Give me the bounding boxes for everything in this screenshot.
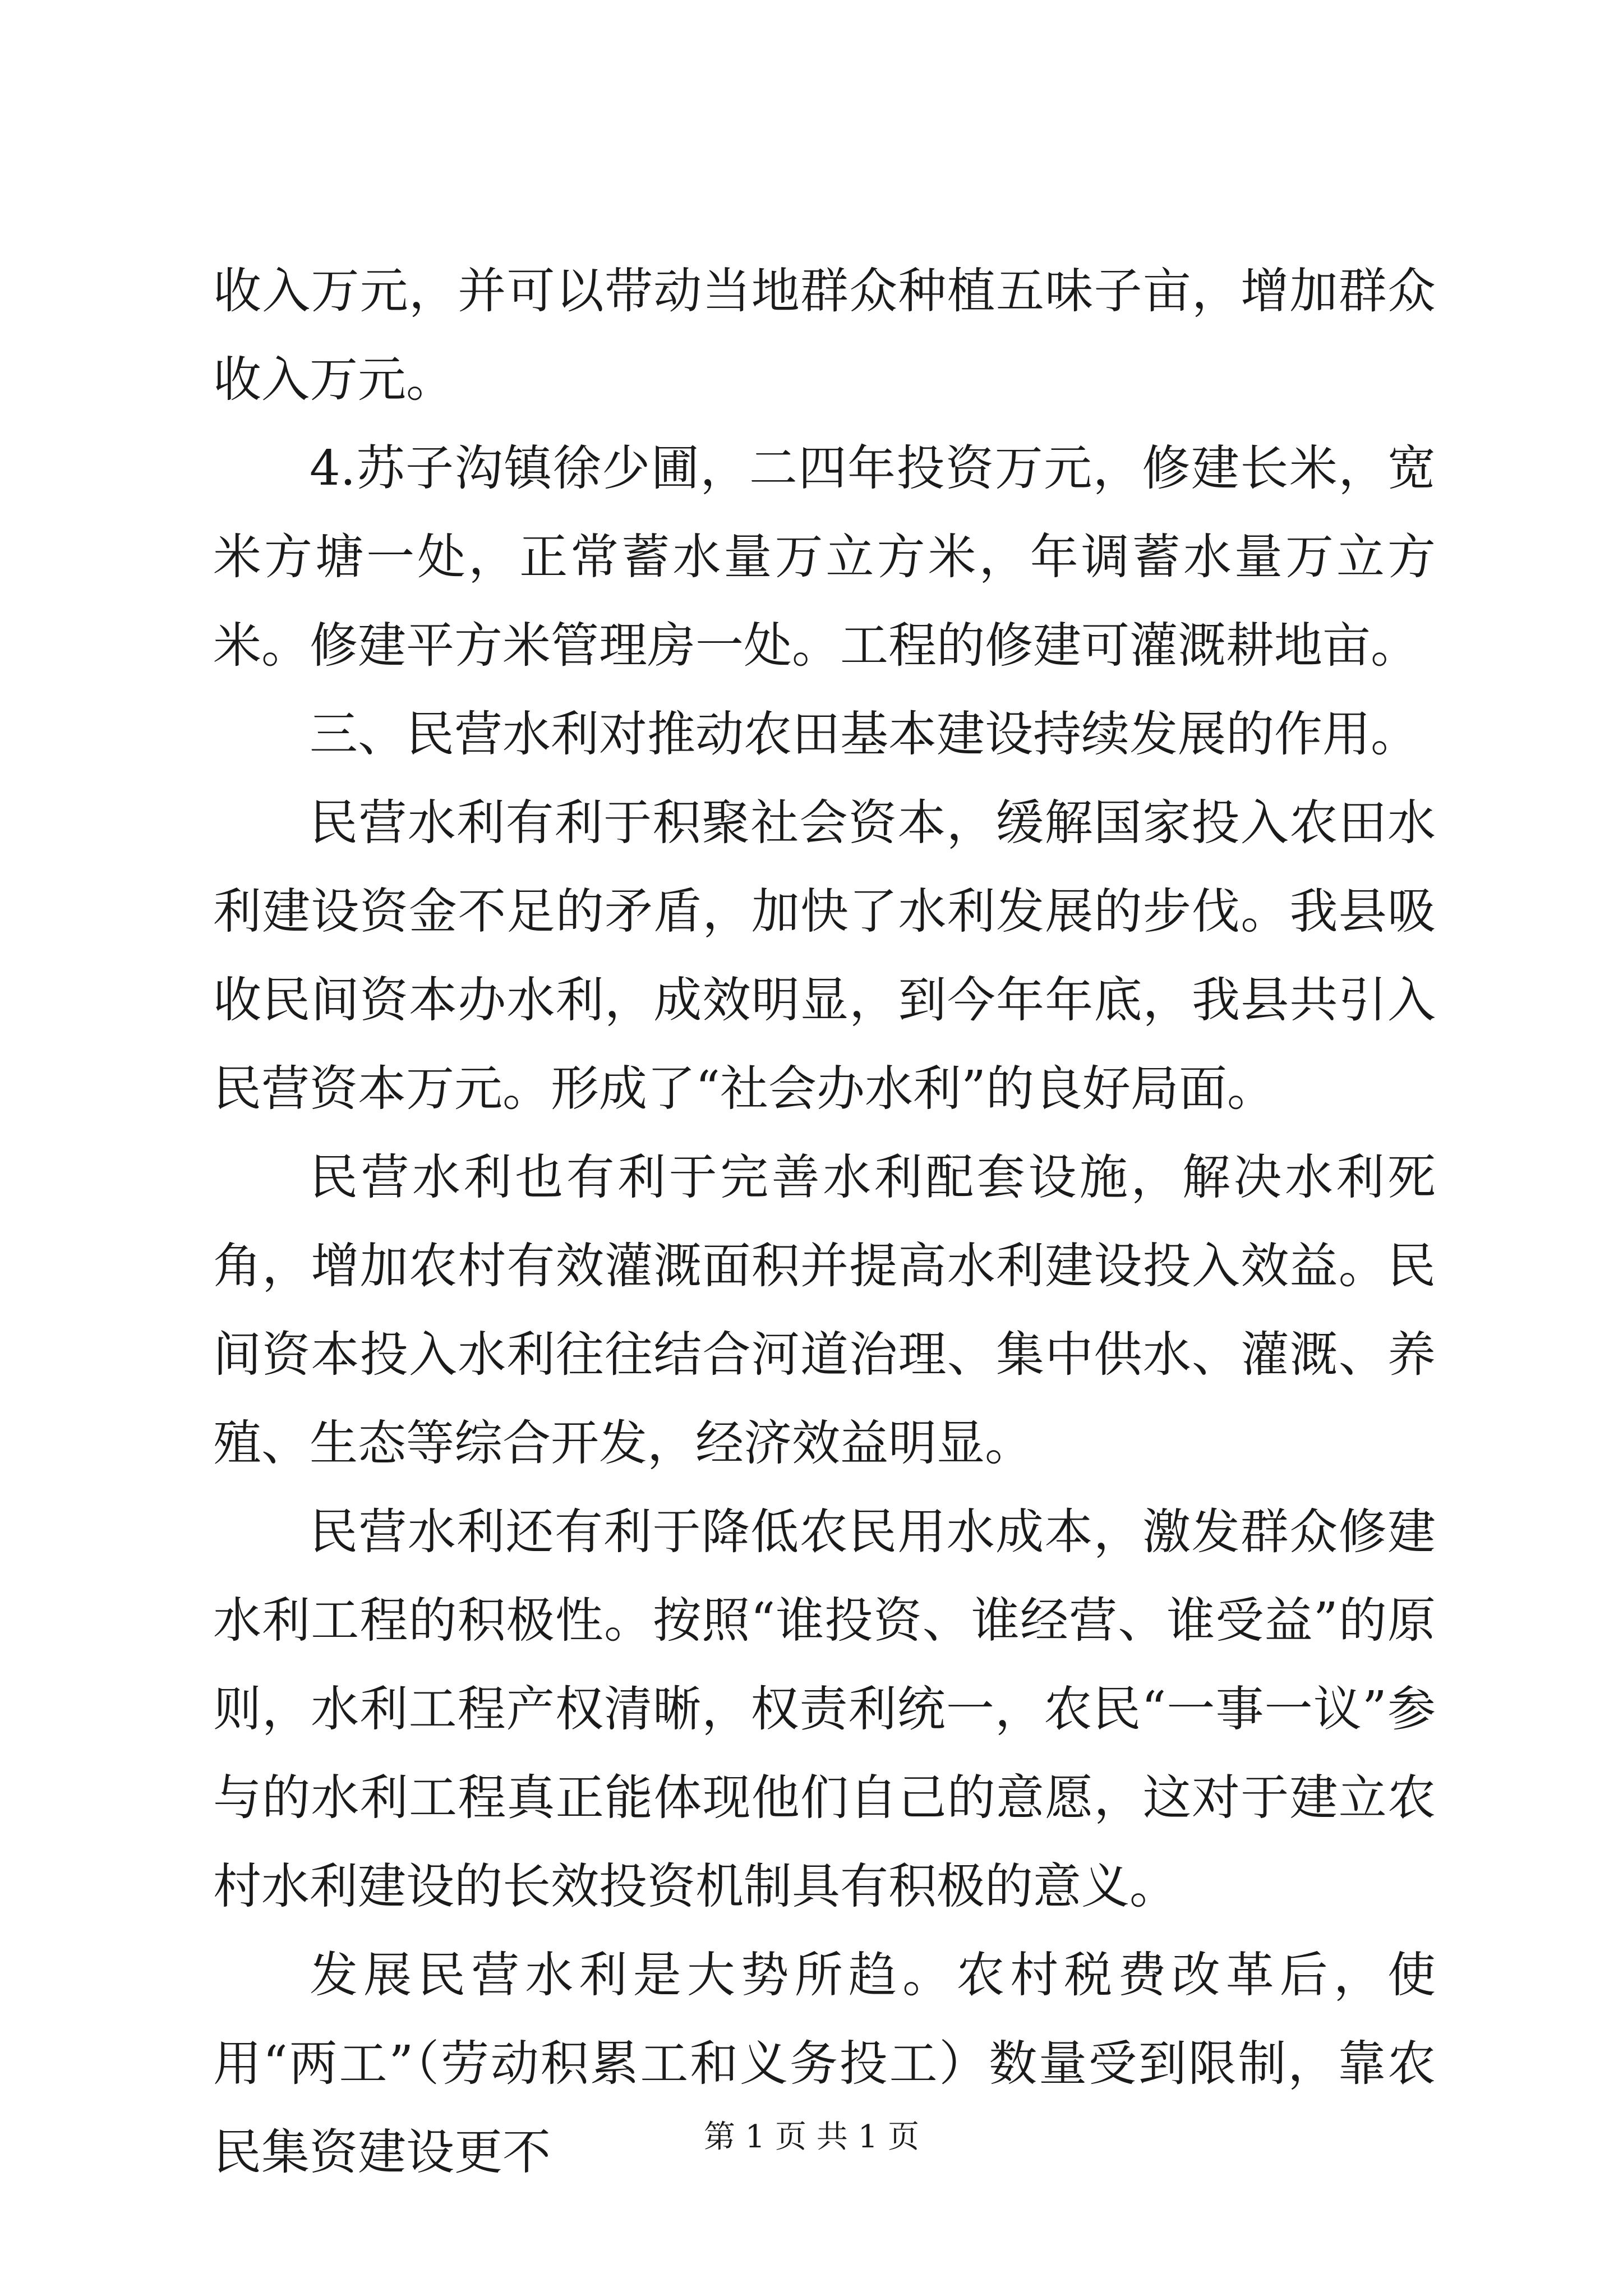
page-footer	[0, 2112, 1623, 2157]
paragraph-4: 民营水利有利于积聚社会资本，缓解国家投入农田水利建设资金不足的矛盾，加快了水利发展的步伐。我县吸收民间资本办水利，成效明显，到今年年底，我县共引入民营资本万元。形成了“社会办水利”的良好局面。	[213, 795, 1436, 1117]
document-body	[213, 247, 1436, 2197]
paragraph-2: 4.苏子沟镇徐少圃，二四年投资万元，修建长米，宽米方塘一处，正常蓄水量万立方米，年调蓄水量万立方米。修建平方米管理房一处。工程的修建可灌溉耕地亩。	[213, 440, 1436, 674]
page-number-text: 第 1 页 共 1 页	[703, 2119, 920, 2155]
paragraph-7: 发展民营水利是大势所趋。农村税费改革后，使用“两工”（劳动积累工和义务投工）数量受到限制，靠农民集资建设更不	[213, 1947, 1436, 2180]
paragraph-6: 民营水利还有利于降低农民用水成本，激发群众修建水利工程的积极性。按照“谁投资、谁经营、谁受益”的原则，水利工程产权清晰，权责利统一，农民“一事一议”参与的水利工程真正能体现他们自己的意愿，这对于建立农村水利建设的长效投资机制具有积极的意义。	[213, 1504, 1436, 1915]
paragraph-5: 民营水利也有利于完善水利配套设施，解决水利死角，增加农村有效灌溉面积并提高水利建设投入效益。民间资本投入水利往往结合河道治理、集中供水、灌溉、养殖、生态等综合开发，经济效益明显。	[213, 1149, 1436, 1471]
paragraph-1: 收入万元，并可以带动当地群众种植五味子亩，增加群众收入万元。	[213, 263, 1436, 408]
section-heading-3: 三、民营水利对推动农田基本建设持续发展的作用。	[310, 706, 1419, 762]
